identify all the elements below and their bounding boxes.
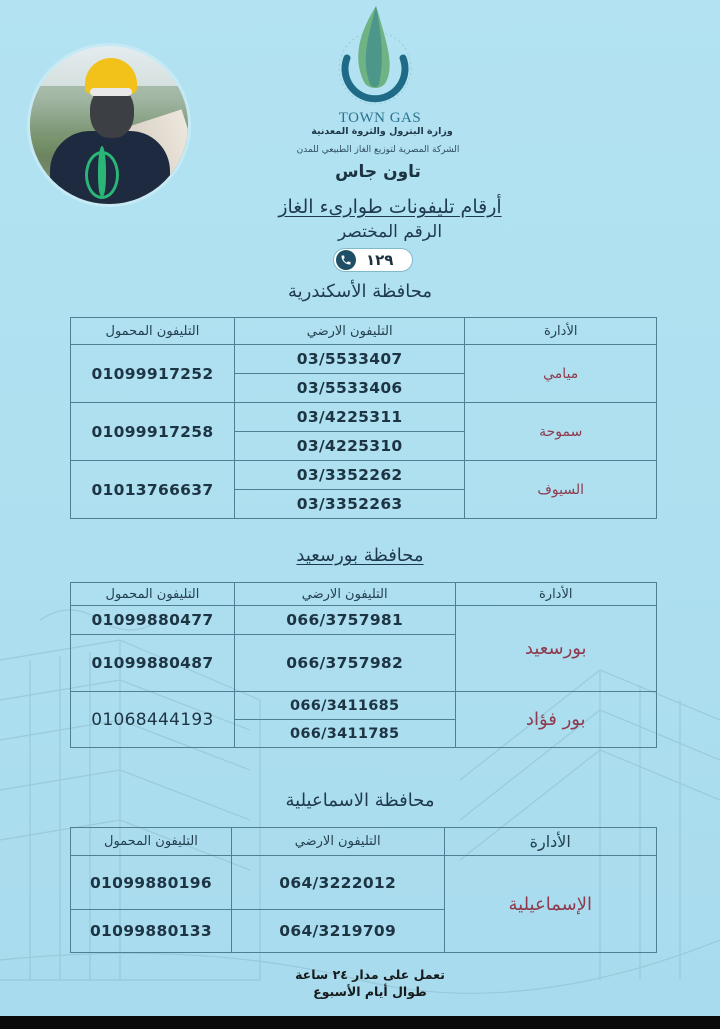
availability-line-2: طوال أيام الأسبوع (313, 984, 427, 999)
phone-icon (336, 250, 356, 270)
district-name: الإسماعيلية (444, 856, 657, 953)
bottom-black-bar (0, 1016, 720, 1029)
landline-number[interactable]: 064/3219709 (231, 910, 444, 953)
mobile-number[interactable]: 01099880196 (71, 856, 232, 910)
header-landline: التليفون الارضي (234, 318, 465, 345)
district-name: بور فؤاد (455, 692, 657, 748)
landline-number[interactable]: 066/3411685 (234, 692, 455, 720)
district-name: سموحة (465, 403, 657, 461)
mobile-number[interactable]: 01099917258 (71, 403, 235, 461)
availability-line-1: تعمل على مدار ٢٤ ساعة (295, 967, 445, 982)
short-number: ١٢٩ (366, 251, 394, 269)
short-number-label: الرقم المختصر (337, 222, 443, 242)
landline-number[interactable]: 03/4225310 (234, 432, 465, 461)
landline-number[interactable]: 03/4225311 (234, 403, 465, 432)
header-mobile: التليفون المحمول (71, 828, 232, 856)
header-district: الأدارة (455, 583, 657, 606)
gas-flame-logo-icon (330, 2, 420, 114)
mobile-number[interactable]: 01013766637 (71, 461, 235, 519)
landline-number[interactable]: 03/3352262 (234, 461, 465, 490)
mobile-number[interactable]: 01099880133 (71, 910, 232, 953)
section-title-port-said: محافظة بورسعيد (296, 545, 424, 566)
section-title-alexandria: محافظة الأسكندرية (287, 281, 432, 302)
landline-number[interactable]: 066/3757982 (234, 635, 455, 692)
section-title-ismailia: محافظة الاسماعيلية (285, 790, 435, 811)
short-number-badge[interactable] (333, 248, 413, 272)
header-landline: التليفون الارضي (231, 828, 444, 856)
district-name: بورسعيد (455, 606, 657, 692)
mobile-number[interactable]: 01099880487 (71, 635, 235, 692)
header-district: الأدارة (465, 318, 657, 345)
header-landline: التليفون الارضي (234, 583, 455, 606)
header-mobile: التليفون المحمول (71, 583, 235, 606)
ismailia-table (70, 827, 657, 953)
landline-number[interactable]: 03/3352263 (234, 490, 465, 519)
mobile-number[interactable]: 01068444193 (71, 692, 235, 748)
landline-number[interactable]: 03/5533406 (234, 374, 465, 403)
worker-photo (27, 43, 191, 207)
district-name: ميامي (465, 345, 657, 403)
page-title: أرقام تليفونات طوارىء الغاز (278, 196, 502, 218)
header-district: الأدارة (444, 828, 657, 856)
availability-note (0, 966, 720, 1000)
header-mobile: التليفون المحمول (71, 318, 235, 345)
alexandria-table (70, 317, 657, 519)
company-name: الشركة المصرية لتوزيع الغاز الطبيعي للمدن (296, 145, 460, 155)
ministry-name: وزارة البترول والثروة المعدنية (311, 126, 453, 137)
landline-number[interactable]: 03/5533407 (234, 345, 465, 374)
landline-number[interactable]: 064/3222012 (231, 856, 444, 910)
brand-name-english: TOWN GAS (338, 110, 422, 126)
landline-number[interactable]: 066/3411785 (234, 720, 455, 748)
port-said-table (70, 582, 657, 748)
mobile-number[interactable]: 01099880477 (71, 606, 235, 635)
brand-name-arabic: تاون جاس (335, 162, 421, 182)
district-name: السيوف (465, 461, 657, 519)
mobile-number[interactable]: 01099917252 (71, 345, 235, 403)
landline-number[interactable]: 066/3757981 (234, 606, 455, 635)
